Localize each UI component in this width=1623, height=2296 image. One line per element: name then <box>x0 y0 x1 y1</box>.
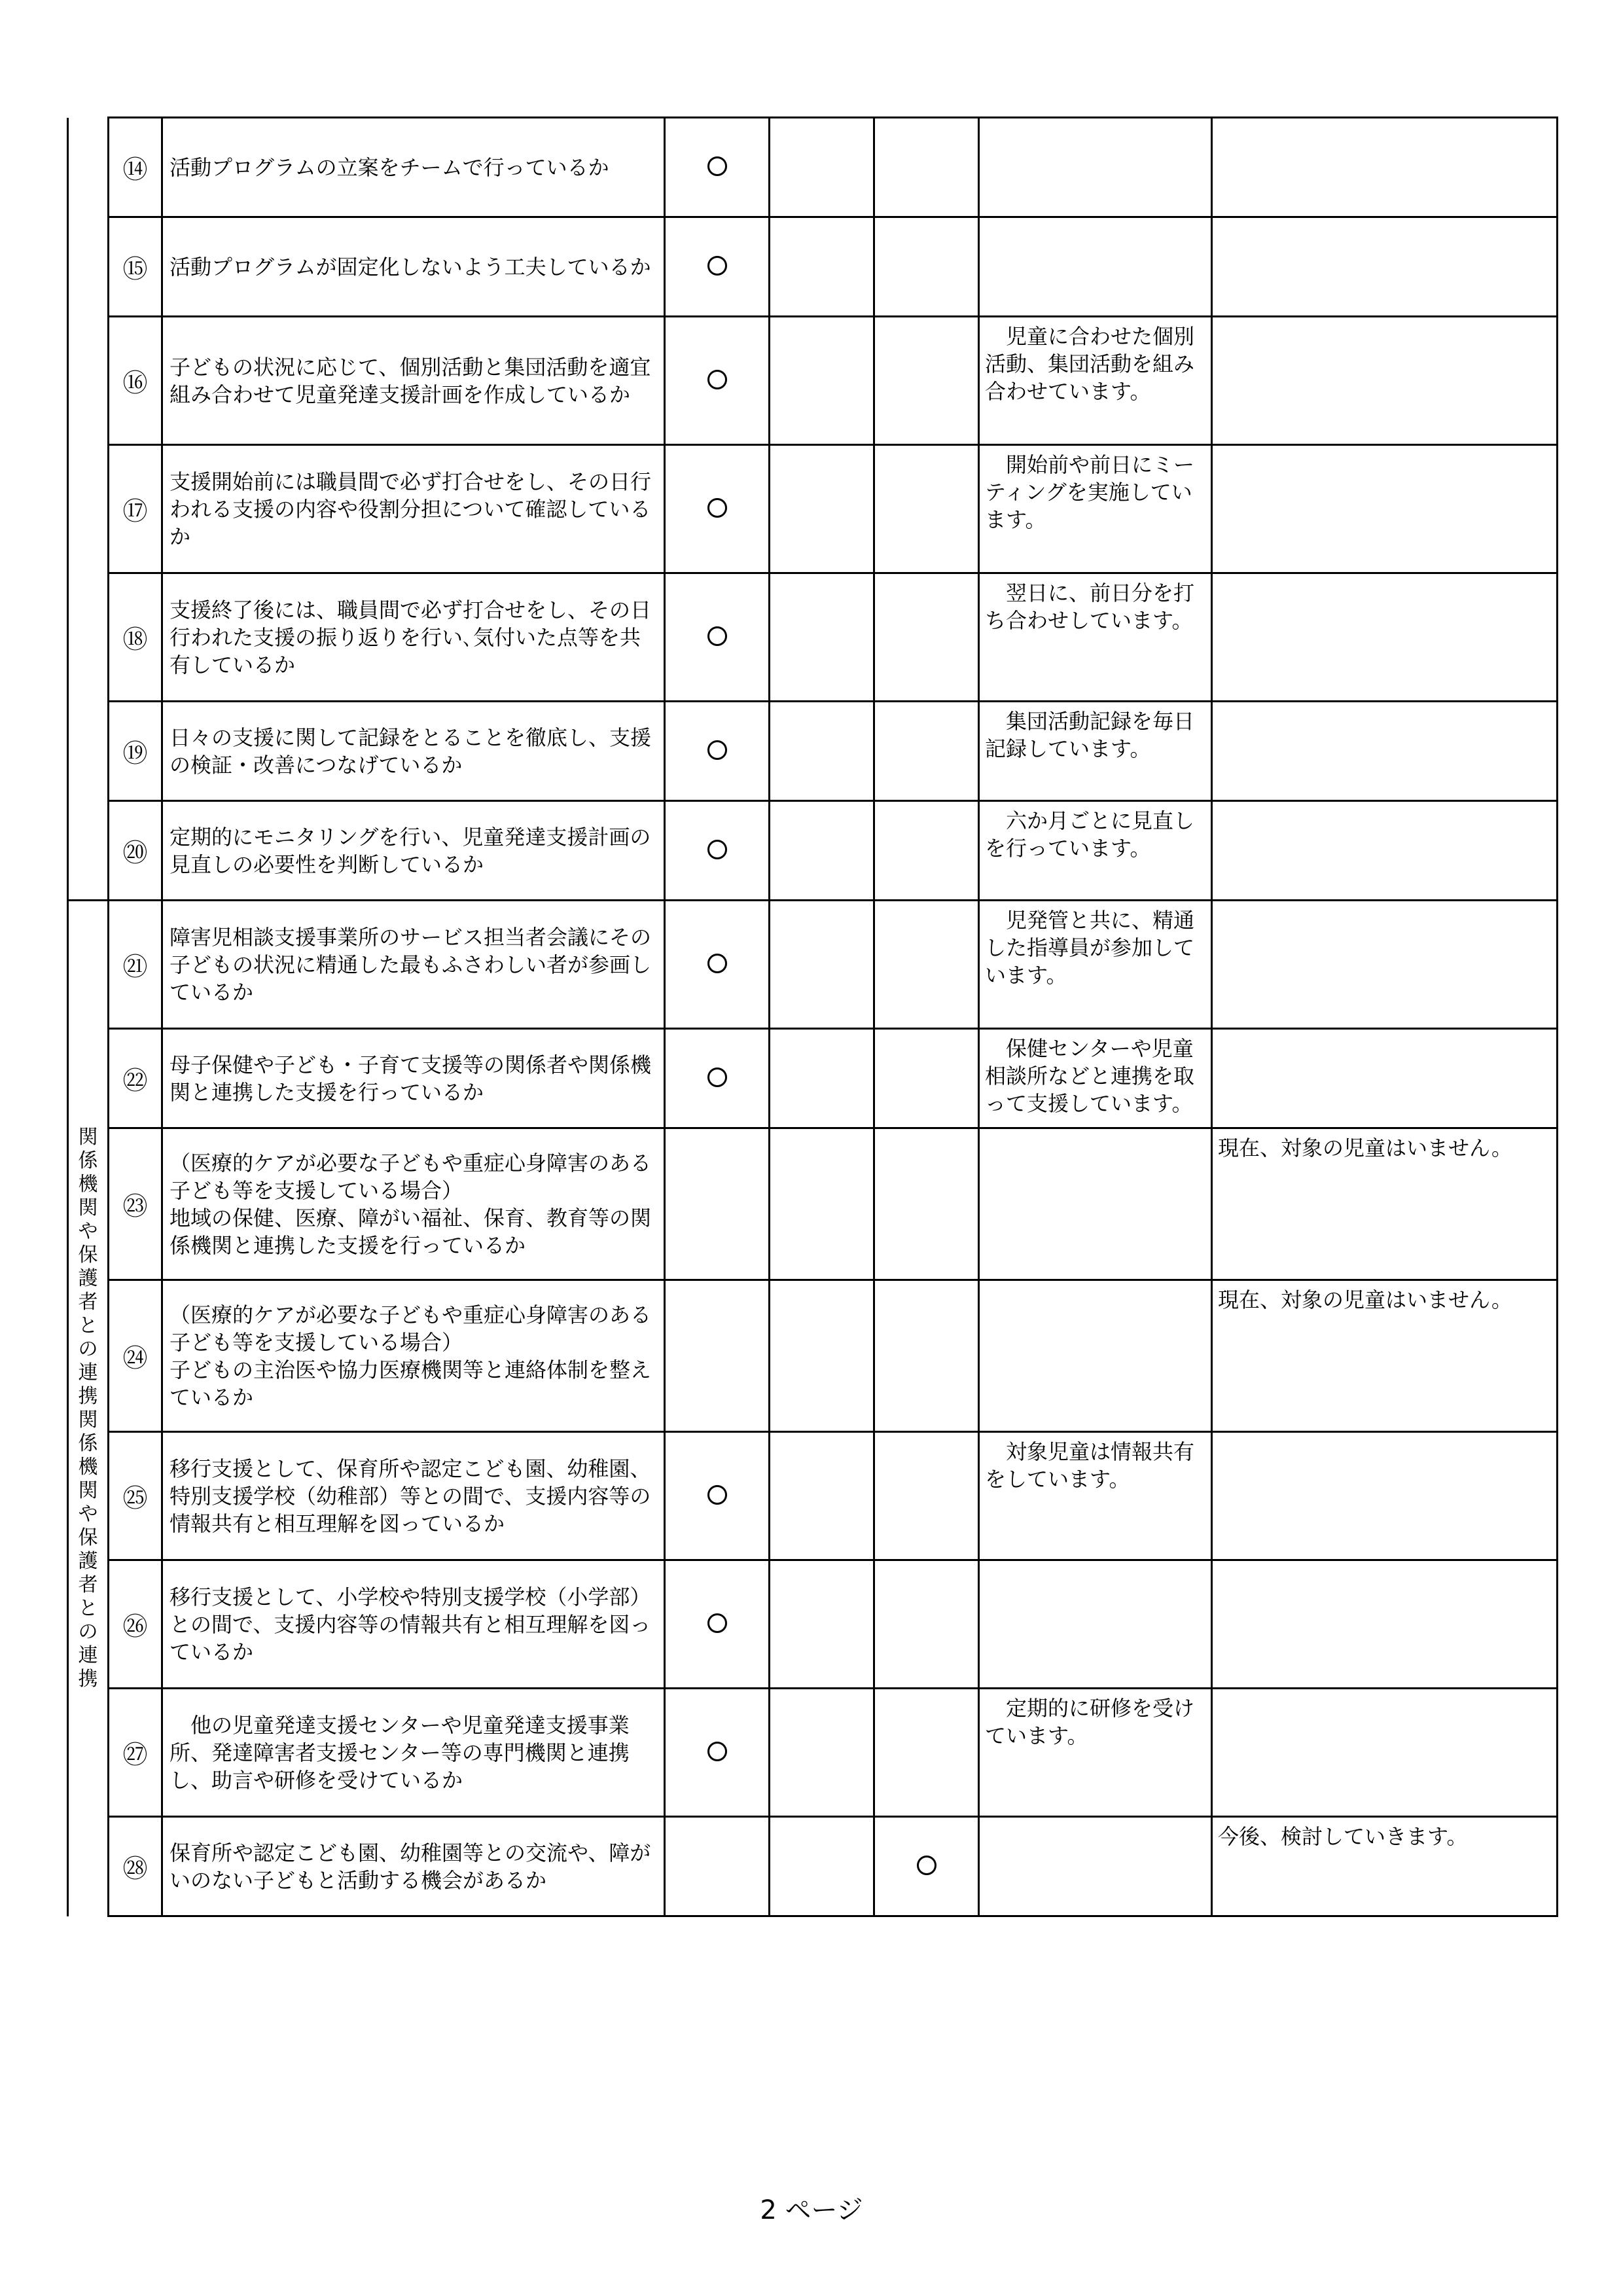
item-number: ⑰ <box>109 445 162 573</box>
remark-note <box>1212 217 1558 317</box>
answer-unknown-cell <box>874 801 979 901</box>
answer-no-cell <box>770 1817 874 1916</box>
item-number: ⑱ <box>109 573 162 702</box>
improvement-note-text: 六か月ごとに見直しを行っています。 <box>985 808 1195 861</box>
circle-mark-icon <box>707 1067 727 1087</box>
answer-yes-cell <box>665 217 770 317</box>
table-row <box>68 118 1558 217</box>
circle-mark-icon <box>707 1742 727 1761</box>
answer-unknown-cell <box>874 317 979 445</box>
answer-no-cell <box>770 1280 874 1432</box>
circle-mark-icon <box>707 156 727 176</box>
improvement-note-text: 対象児童は情報共有をしています。 <box>985 1439 1195 1492</box>
answer-yes-cell <box>665 1689 770 1817</box>
question-text: 移行支援として、小学校や特別支援学校（小学部）との間で、支援内容等の情報共有と相互理解を図っているか <box>162 1560 665 1689</box>
remark-note <box>1212 573 1558 702</box>
circle-mark-icon <box>707 740 727 760</box>
answer-unknown-cell <box>874 702 979 801</box>
remark-note <box>1212 1817 1558 1916</box>
remark-note <box>1212 1432 1558 1560</box>
item-number: ㉕ <box>109 1432 162 1560</box>
answer-unknown-cell <box>874 118 979 217</box>
remark-note <box>1212 118 1558 217</box>
item-number: ㉘ <box>109 1817 162 1916</box>
answer-no-cell <box>770 445 874 573</box>
evaluation-table <box>67 117 1558 1917</box>
remark-note-text: 今後、検討していきます。 <box>1218 1824 1468 1849</box>
table-row <box>68 1817 1558 1916</box>
table-row <box>68 901 1558 1029</box>
answer-yes-cell <box>665 801 770 901</box>
answer-yes-cell <box>665 1817 770 1916</box>
improvement-note <box>979 801 1212 901</box>
circle-mark-icon <box>917 1856 936 1875</box>
question-text: 他の児童発達支援センターや児童発達支援事業所、発達障害者支援センター等の専門機関と連携し、助言や研修を受けているか <box>162 1689 665 1817</box>
answer-unknown-cell <box>874 217 979 317</box>
answer-no-cell <box>770 1432 874 1560</box>
answer-no-cell <box>770 217 874 317</box>
question-text: （医療的ケアが必要な子どもや重症心身障害のある子ども等を支援している場合） 子どもの主治医や協力医療機関等と連絡体制を整えているか <box>162 1280 665 1432</box>
question-text: 母子保健や子ども・子育て支援等の関係者や関係機関と連携した支援を行っているか <box>162 1029 665 1128</box>
remark-note <box>1212 1280 1558 1432</box>
improvement-note <box>979 702 1212 801</box>
remark-note <box>1212 1128 1558 1280</box>
improvement-note <box>979 317 1212 445</box>
question-text: 支援終了後には、職員間で必ず打合せをし、その日行われた支援の振り返りを行い､気付いた点等を共有しているか <box>162 573 665 702</box>
answer-yes-cell <box>665 702 770 801</box>
question-text: 保育所や認定こども園、幼稚園等との交流や、障がいのない子どもと活動する機会があるか <box>162 1817 665 1916</box>
answer-no-cell <box>770 801 874 901</box>
question-text: 活動プログラムが固定化しないよう工夫しているか <box>162 217 665 317</box>
item-number: ㉒ <box>109 1029 162 1128</box>
answer-no-cell <box>770 1689 874 1817</box>
item-number: ㉓ <box>109 1128 162 1280</box>
question-text: 定期的にモニタリングを行い、児童発達支援計画の見直しの必要性を判断しているか <box>162 801 665 901</box>
remark-note-text: 現在、対象の児童はいません。 <box>1218 1287 1512 1312</box>
improvement-note <box>979 1432 1212 1560</box>
improvement-note-text: 保健センターや児童相談所などと連携を取って支援しています。 <box>985 1036 1195 1116</box>
table-row <box>68 1432 1558 1560</box>
improvement-note <box>979 1817 1212 1916</box>
item-number: ㉑ <box>109 901 162 1029</box>
answer-no-cell <box>770 317 874 445</box>
table-row <box>68 702 1558 801</box>
item-number: ㉔ <box>109 1280 162 1432</box>
answer-no-cell <box>770 1128 874 1280</box>
table-row <box>68 1560 1558 1689</box>
circle-mark-icon <box>707 1485 727 1505</box>
improvement-note-text: 児童に合わせた個別活動、集団活動を組み合わせています。 <box>985 324 1195 404</box>
circle-mark-icon <box>707 626 727 646</box>
remark-note-text: 現在、対象の児童はいません。 <box>1218 1136 1512 1160</box>
table-row <box>68 445 1558 573</box>
improvement-note <box>979 118 1212 217</box>
improvement-note-text: 翌日に、前日分を打ち合わせしています。 <box>985 581 1195 633</box>
improvement-note-text: 開始前や前日にミーティングを実施しています。 <box>985 452 1195 532</box>
question-text: 日々の支援に関して記録をとることを徹底し、支援の検証・改善につなげているか <box>162 702 665 801</box>
answer-no-cell <box>770 702 874 801</box>
section-cell-top <box>68 118 109 901</box>
question-text: 子どもの状況に応じて、個別活動と集団活動を適宜組み合わせて児童発達支援計画を作成しているか <box>162 317 665 445</box>
table-row <box>68 1128 1558 1280</box>
remark-note <box>1212 1029 1558 1128</box>
answer-unknown-cell <box>874 1280 979 1432</box>
improvement-note <box>979 1689 1212 1817</box>
table-row <box>68 317 1558 445</box>
table-row <box>68 217 1558 317</box>
improvement-note-text: 定期的に研修を受けています。 <box>985 1696 1195 1748</box>
answer-unknown-cell <box>874 573 979 702</box>
answer-no-cell <box>770 1029 874 1128</box>
circle-mark-icon <box>707 256 727 276</box>
answer-no-cell <box>770 1560 874 1689</box>
answer-unknown-cell <box>874 901 979 1029</box>
improvement-note <box>979 445 1212 573</box>
circle-mark-icon <box>707 370 727 389</box>
answer-yes-cell <box>665 1128 770 1280</box>
improvement-note <box>979 1280 1212 1432</box>
answer-yes-cell <box>665 573 770 702</box>
question-text: （医療的ケアが必要な子どもや重症心身障害のある子ども等を支援している場合） 地域の保健、医療、障がい福祉、保育、教育等の関係機関と連携した支援を行っているか <box>162 1128 665 1280</box>
answer-unknown-cell <box>874 1432 979 1560</box>
improvement-note <box>979 217 1212 317</box>
improvement-note-text: 集団活動記録を毎日記録しています。 <box>985 709 1195 761</box>
table-row <box>68 573 1558 702</box>
remark-note <box>1212 1560 1558 1689</box>
table-row <box>68 1029 1558 1128</box>
remark-note <box>1212 702 1558 801</box>
improvement-note <box>979 1128 1212 1280</box>
answer-yes-cell <box>665 445 770 573</box>
answer-yes-cell <box>665 118 770 217</box>
remark-note <box>1212 901 1558 1029</box>
answer-unknown-cell <box>874 445 979 573</box>
remark-note <box>1212 801 1558 901</box>
answer-unknown-cell <box>874 1817 979 1916</box>
answer-yes-cell <box>665 1280 770 1432</box>
answer-yes-cell <box>665 1029 770 1128</box>
improvement-note <box>979 1029 1212 1128</box>
circle-mark-icon <box>707 840 727 859</box>
remark-note <box>1212 317 1558 445</box>
question-text: 障害児相談支援事業所のサービス担当者会議にその子どもの状況に精通した最もふさわしい者が参画しているか <box>162 901 665 1029</box>
answer-unknown-cell <box>874 1560 979 1689</box>
item-number: ⑳ <box>109 801 162 901</box>
page-number: 2 ページ <box>760 2195 863 2225</box>
circle-mark-icon <box>707 1613 727 1633</box>
improvement-note <box>979 901 1212 1029</box>
answer-unknown-cell <box>874 1689 979 1817</box>
table-row <box>68 1689 1558 1817</box>
answer-yes-cell <box>665 317 770 445</box>
improvement-note <box>979 573 1212 702</box>
answer-yes-cell <box>665 1432 770 1560</box>
question-text: 支援開始前には職員間で必ず打合せをし、その日行われる支援の内容や役割分担について確認しているか <box>162 445 665 573</box>
section-label: 関係機関や保護者との連携関係機関や保護者との連携 <box>78 1126 98 1691</box>
question-text: 移行支援として、保育所や認定こども園、幼稚園、特別支援学校（幼稚部）等との間で、支援内容等の情報共有と相互理解を図っているか <box>162 1432 665 1560</box>
table-row <box>68 801 1558 901</box>
item-number: ㉗ <box>109 1689 162 1817</box>
answer-unknown-cell <box>874 1128 979 1280</box>
improvement-note <box>979 1560 1212 1689</box>
question-text: 活動プログラムの立案をチームで行っているか <box>162 118 665 217</box>
circle-mark-icon <box>707 498 727 518</box>
item-number: ⑮ <box>109 217 162 317</box>
improvement-note-text: 児発管と共に、精通した指導員が参加しています。 <box>985 908 1195 988</box>
answer-yes-cell <box>665 1560 770 1689</box>
remark-note <box>1212 1689 1558 1817</box>
answer-yes-cell <box>665 901 770 1029</box>
section-cell-relations <box>68 901 109 1916</box>
item-number: ⑯ <box>109 317 162 445</box>
item-number: ㉖ <box>109 1560 162 1689</box>
remark-note <box>1212 445 1558 573</box>
answer-no-cell <box>770 901 874 1029</box>
table-row <box>68 1280 1558 1432</box>
item-number: ⑲ <box>109 702 162 801</box>
answer-no-cell <box>770 118 874 217</box>
item-number: ⑭ <box>109 118 162 217</box>
circle-mark-icon <box>707 954 727 973</box>
answer-no-cell <box>770 573 874 702</box>
answer-unknown-cell <box>874 1029 979 1128</box>
